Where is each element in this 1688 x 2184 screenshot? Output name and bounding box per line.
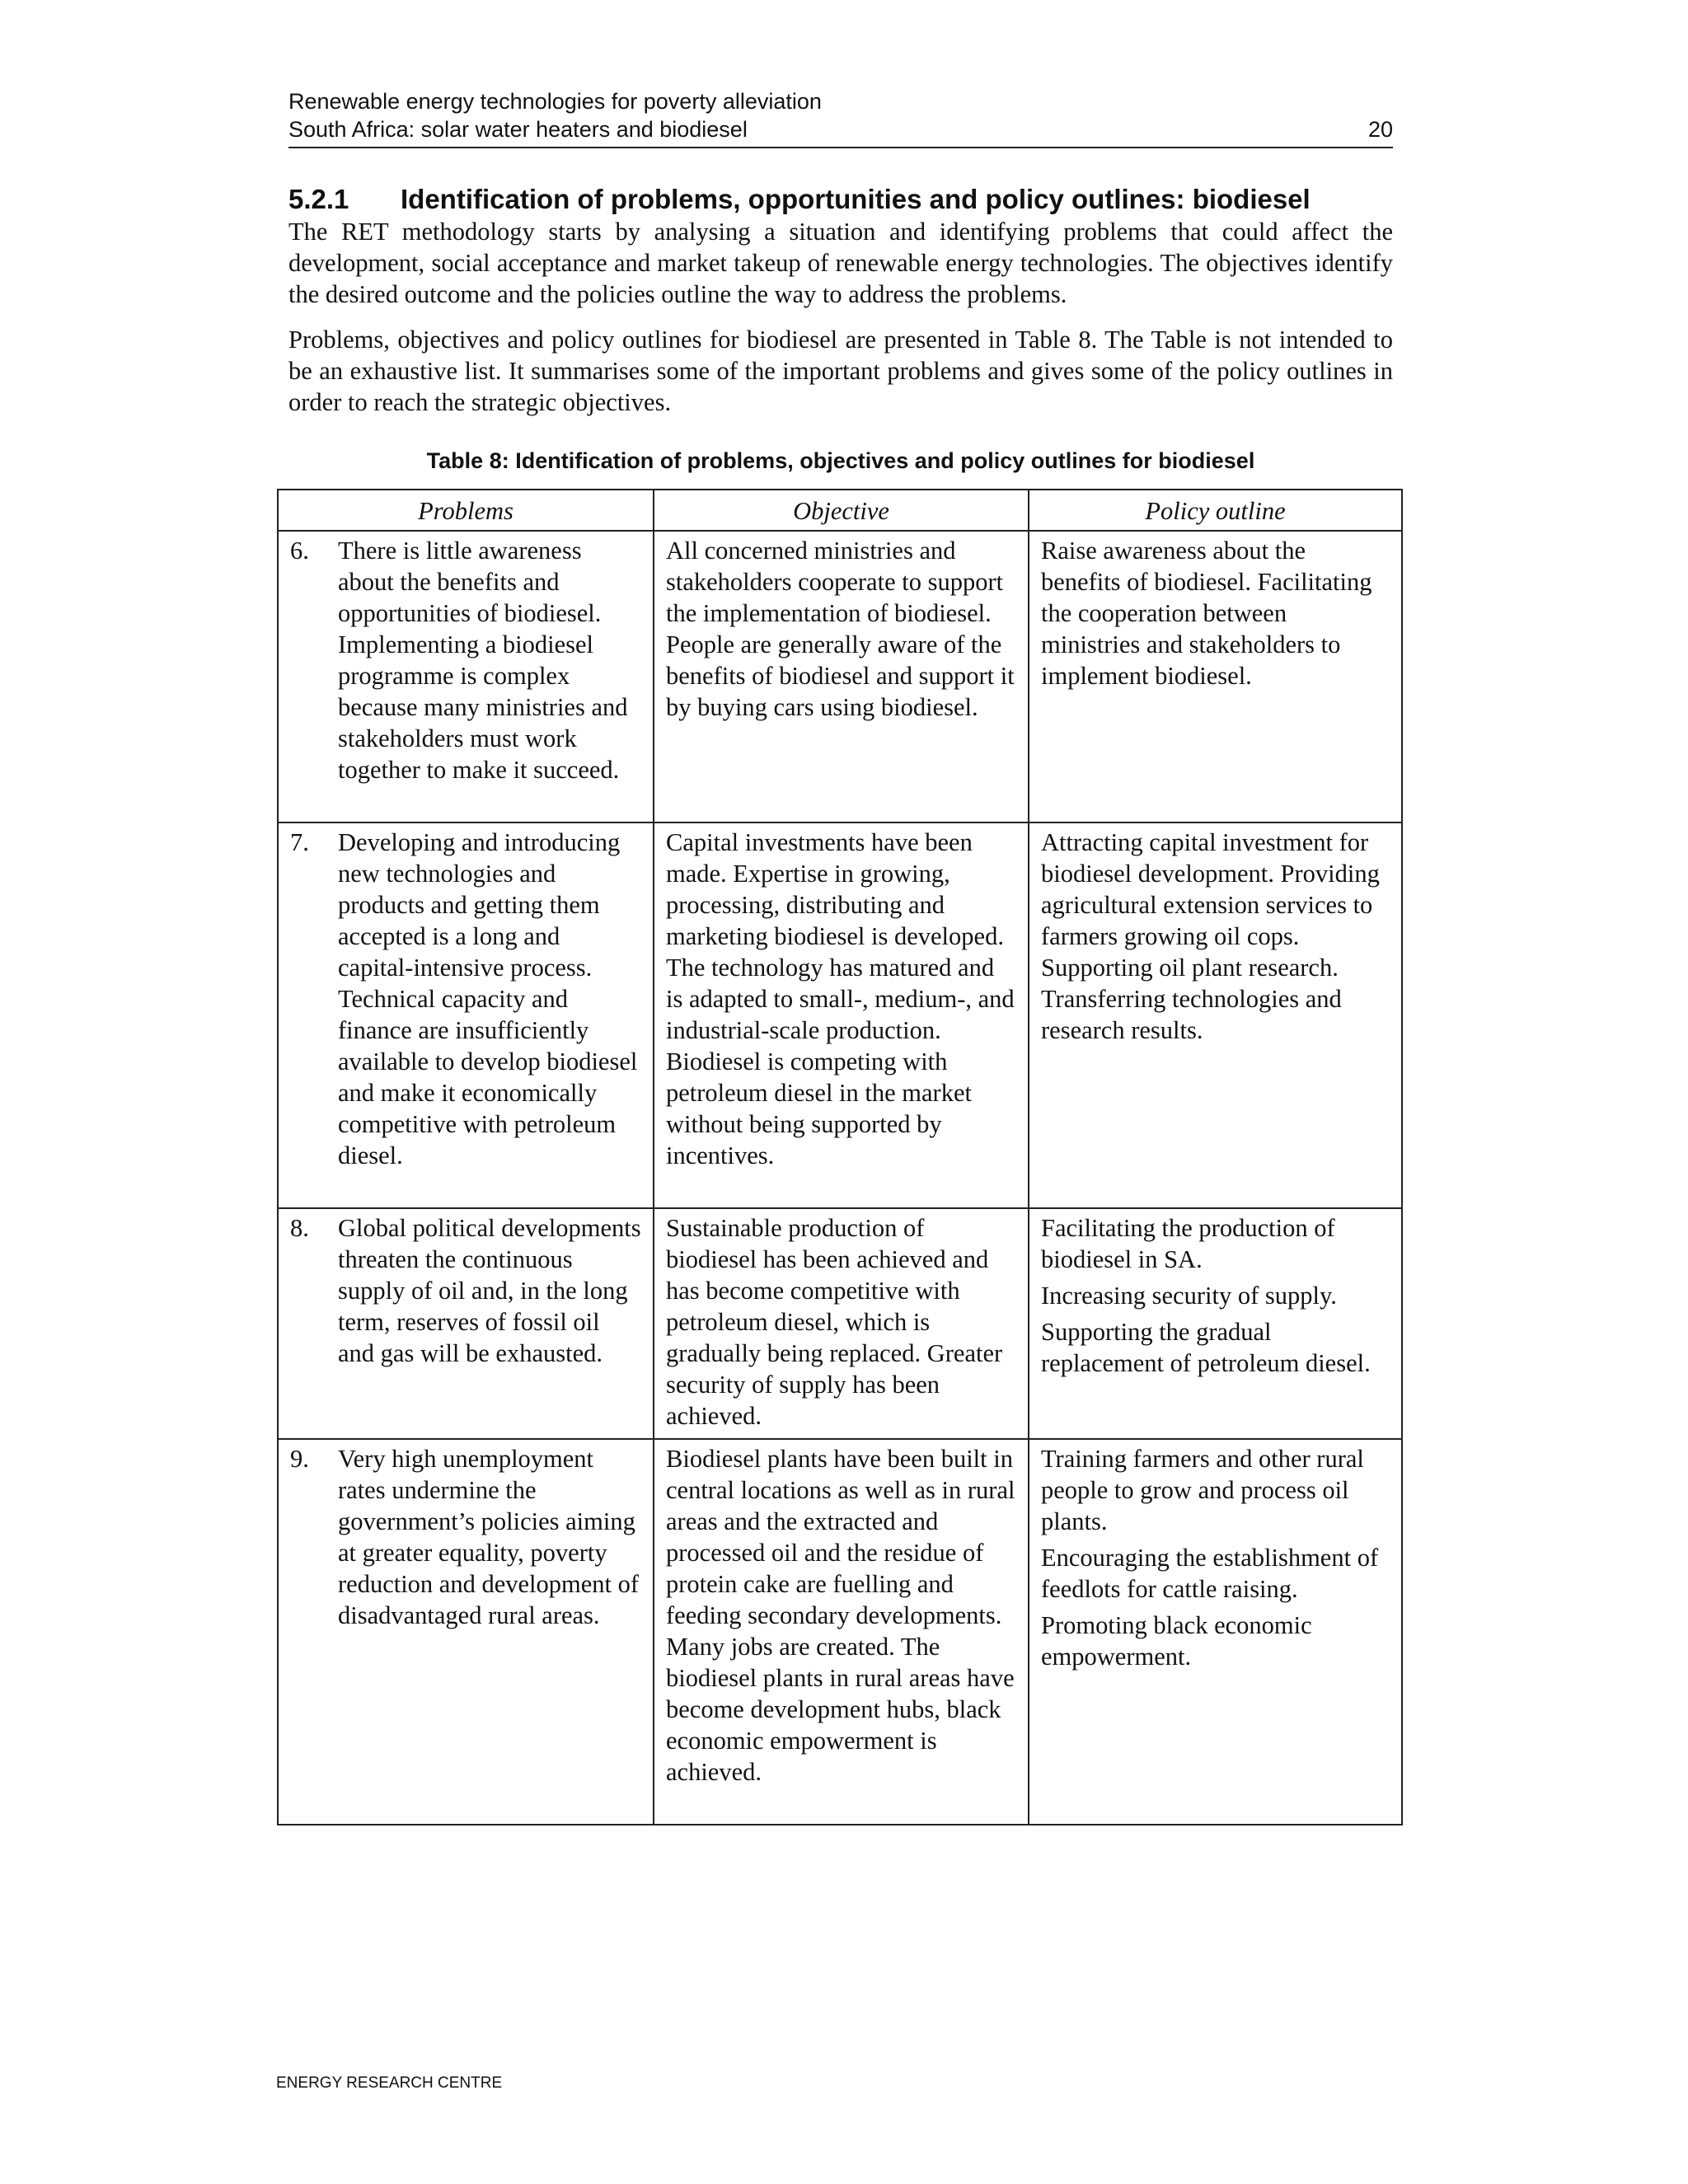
- paragraph-1: The RET methodology starts by analysing a situation and identifying problems that could affect the development, social acceptance and market takeup of renewable energy technologies. The objectives identify the desired outcome and the policies outline the way to address the problems.: [288, 218, 1393, 308]
- section-heading: [288, 183, 1393, 216]
- page-footer: ENERGY RESEARCH CENTRE: [276, 2074, 503, 2092]
- column-header-objective: Objective: [654, 490, 1029, 531]
- table-header-row: [278, 490, 1402, 531]
- column-header-policy: Policy outline: [1029, 490, 1402, 531]
- policy-text: Increasing security of supply.: [1041, 1282, 1337, 1310]
- policy-text: Encouraging the establishment of feedlots for cattle raising.: [1041, 1544, 1379, 1603]
- policy-cell: [1029, 1439, 1402, 1825]
- objective-cell: All concerned ministries and stakeholders cooperate to support the implementation of biodiesel. People are generally aware of the benefits of biodiesel and support it by buying cars using biodiesel.: [654, 531, 1029, 823]
- section-number: 5.2.1: [288, 184, 349, 214]
- header-title: Renewable energy technologies for poverty alleviation: [288, 89, 822, 114]
- policy-cell: [1029, 1208, 1402, 1439]
- table-row: [278, 1439, 1402, 1825]
- policy-text: Attracting capital investment for biodiesel development. Providing agricultural extension services to farmers growing oil cops. Supporting oil plant research. Transferring technologies and research results.: [1041, 828, 1380, 1044]
- header-subtitle: South Africa: solar water heaters and biodiesel: [288, 117, 748, 142]
- policy-text: Raise awareness about the benefits of biodiesel. Facilitating the cooperation between ministries and stakeholders to implement biodiesel.: [1041, 537, 1372, 690]
- objective-cell: Biodiesel plants have been built in central locations as well as in rural areas and the extracted and processed oil and the residue of protein cake are fuelling and feeding secondary developments. Many jobs are created. The biodiesel plants in rural areas have become development hubs, black economic empowerment is achieved.: [654, 1439, 1029, 1825]
- objective-cell: Capital investments have been made. Expertise in growing, processing, distributing and marketing biodiesel is developed. The technology has matured and is adapted to small-, medium-, and industrial-scale production. Biodiesel is competing with petroleum diesel in the market without being supported by incentives.: [654, 823, 1029, 1208]
- section-title: Identification of problems, opportunities and policy outlines: biodiesel: [401, 184, 1311, 214]
- paragraph-2: Problems, objectives and policy outlines for biodiesel are presented in Table 8. The Table is not intended to be an exhaustive list. It summarises some of the important problems and gives some of the policy outlines in order to reach the strategic objectives.: [288, 326, 1393, 416]
- objective-cell: Sustainable production of biodiesel has been achieved and has become competitive with petroleum diesel, which is gradually being replaced. Greater security of supply has been achieved.: [654, 1208, 1029, 1439]
- row-number: 7.: [290, 828, 309, 856]
- problem-cell: [278, 531, 654, 823]
- problems-table: [277, 489, 1403, 1825]
- problem-text: Developing and introducing new technologies and products and getting them accepted is a long and capital-intensive process. Technical capacity and finance are insufficiently available to develop biodiesel and make it economically competitive with petroleum diesel.: [338, 828, 638, 1169]
- table-caption: Table 8: Identification of problems, objectives and policy outlines for biodiesel: [426, 448, 1255, 473]
- problem-cell: [278, 1208, 654, 1439]
- policy-text: Training farmers and other rural people to grow and process oil plants.: [1041, 1445, 1364, 1535]
- running-header: [288, 87, 1393, 148]
- policy-cell: [1029, 823, 1402, 1208]
- row-number: 6.: [290, 537, 309, 565]
- column-header-problems: Problems: [278, 490, 654, 531]
- row-number: 8.: [290, 1214, 309, 1242]
- problem-cell: [278, 1439, 654, 1825]
- policy-text: Promoting black economic empowerment.: [1041, 1611, 1312, 1671]
- header-row: [288, 115, 1393, 143]
- problem-text: Very high unemployment rates undermine the government’s policies aiming at greater equality, poverty reduction and development of disadvantaged rural areas.: [338, 1445, 640, 1629]
- policy-text: Facilitating the production of biodiesel in SA.: [1041, 1214, 1335, 1273]
- table-row: [278, 1208, 1402, 1439]
- policy-text: Supporting the gradual replacement of petroleum diesel.: [1041, 1318, 1371, 1377]
- policy-cell: [1029, 531, 1402, 823]
- problem-text: Global political developments threaten the continuous supply of oil and, in the long term, reserves of fossil oil and gas will be exhausted.: [338, 1214, 641, 1367]
- page-number: 20: [1367, 117, 1393, 142]
- table-row: [278, 531, 1402, 823]
- table-row: [278, 823, 1402, 1208]
- row-number: 9.: [290, 1445, 309, 1473]
- problem-text: There is little awareness about the benefits and opportunities of biodiesel. Implementing a biodiesel programme is complex because many ministries and stakeholders must work together to make it succeed.: [338, 537, 628, 784]
- problem-cell: [278, 823, 654, 1208]
